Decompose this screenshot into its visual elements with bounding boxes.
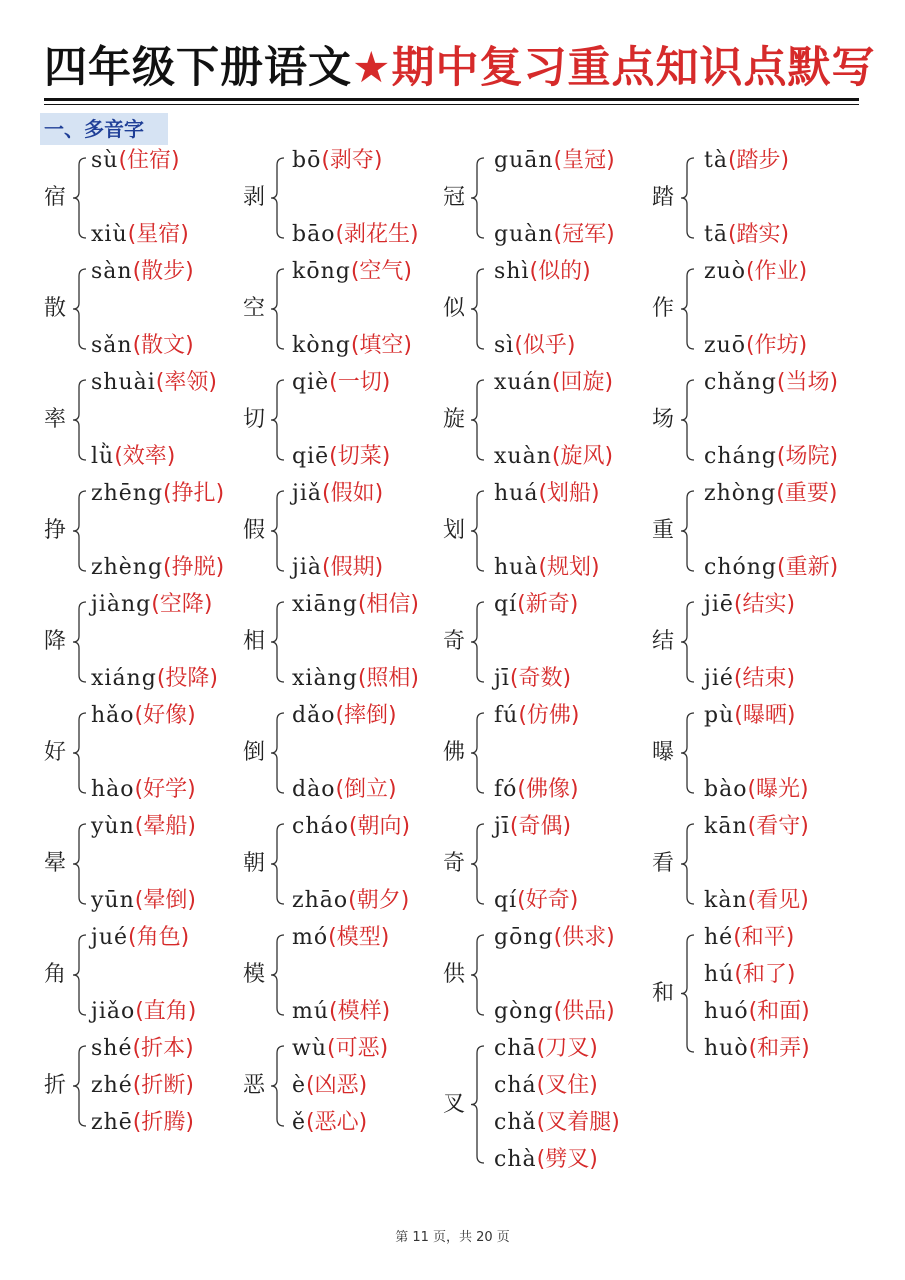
pronunciation-line bbox=[494, 222, 615, 248]
example-word: (和面) bbox=[748, 999, 810, 1024]
polyphone-char: 切 bbox=[243, 407, 266, 432]
pronunciation-line bbox=[704, 333, 807, 359]
polyphone-char: 和 bbox=[652, 980, 675, 1006]
example-word: (住宿) bbox=[118, 148, 180, 173]
pronunciation-line bbox=[292, 814, 410, 840]
pronunciation-line bbox=[494, 592, 578, 618]
brace-icon bbox=[680, 490, 702, 572]
brace-icon bbox=[680, 268, 702, 350]
pinyin: lǜ bbox=[91, 444, 115, 469]
example-word: (散步) bbox=[132, 259, 194, 284]
example-word: (作业) bbox=[746, 259, 808, 284]
example-word: (模型) bbox=[328, 925, 390, 950]
brace-icon bbox=[270, 490, 292, 572]
brace-icon bbox=[270, 379, 292, 461]
example-word: (似的) bbox=[529, 259, 591, 284]
pinyin: shé bbox=[91, 1036, 133, 1061]
pronunciation-line bbox=[494, 703, 579, 729]
pronunciation-line bbox=[91, 333, 194, 359]
pinyin: xuàn bbox=[494, 444, 552, 469]
polyphone-char: 作 bbox=[652, 296, 675, 321]
example-word: (折腾) bbox=[132, 1110, 194, 1135]
pinyin: dǎo bbox=[292, 703, 336, 728]
example-word: (星宿) bbox=[127, 222, 189, 247]
pronunciation-line bbox=[494, 888, 578, 914]
pinyin: huó bbox=[704, 999, 749, 1024]
pinyin: guān bbox=[494, 148, 554, 173]
pinyin: fó bbox=[494, 777, 518, 802]
example-word: (角色) bbox=[128, 925, 190, 950]
polyphone-char: 结 bbox=[652, 629, 675, 654]
pronunciation-line bbox=[292, 555, 383, 581]
pinyin: kàn bbox=[704, 888, 748, 913]
example-word: (凶恶) bbox=[306, 1073, 368, 1098]
star-icon: ★ bbox=[352, 43, 392, 93]
example-word: (假如) bbox=[321, 481, 384, 506]
brace-icon bbox=[270, 601, 292, 683]
pronunciation-line bbox=[704, 777, 809, 803]
title-underline-thin bbox=[44, 104, 859, 105]
brace-icon bbox=[270, 712, 292, 794]
example-word: (剥夺) bbox=[321, 148, 383, 173]
pronunciation-line bbox=[494, 777, 579, 803]
example-word: (作坊) bbox=[746, 333, 808, 358]
example-word: (折本) bbox=[132, 1036, 194, 1061]
title-underline bbox=[44, 98, 859, 101]
pinyin: huá bbox=[494, 481, 539, 506]
pinyin: dào bbox=[292, 777, 336, 802]
pronunciation-line bbox=[292, 148, 383, 174]
pronunciation-line bbox=[704, 444, 838, 470]
example-word: (结束) bbox=[733, 666, 796, 691]
pinyin: chóng bbox=[704, 555, 777, 580]
pinyin: jiǎo bbox=[91, 999, 136, 1024]
polyphone-char: 奇 bbox=[443, 851, 466, 876]
example-word: (回旋) bbox=[551, 370, 614, 395]
brace-icon bbox=[270, 823, 292, 905]
pronunciation-line bbox=[91, 814, 196, 840]
example-word: (供求) bbox=[553, 925, 615, 950]
polyphone-char: 模 bbox=[243, 962, 266, 987]
pronunciation-line bbox=[292, 777, 397, 803]
polyphone-char: 恶 bbox=[243, 1073, 266, 1098]
example-word: (劈叉) bbox=[536, 1147, 598, 1172]
polyphone-char: 佛 bbox=[443, 740, 466, 765]
pronunciation-line bbox=[292, 592, 419, 618]
pinyin: zhāo bbox=[292, 888, 349, 913]
example-word: (散文) bbox=[132, 333, 194, 358]
example-word: (看见) bbox=[747, 888, 809, 913]
brace-icon bbox=[680, 712, 702, 794]
example-word: (仿佛) bbox=[518, 703, 580, 728]
example-word: (皇冠) bbox=[553, 148, 615, 173]
pronunciation-line bbox=[91, 1036, 194, 1062]
pronunciation-line bbox=[91, 370, 217, 396]
pinyin: zhòng bbox=[704, 481, 777, 506]
page-title bbox=[44, 38, 876, 98]
pinyin: gòng bbox=[494, 999, 554, 1024]
example-word: (填空) bbox=[350, 333, 412, 358]
pronunciation-line bbox=[91, 666, 218, 692]
pinyin: hào bbox=[91, 777, 135, 802]
pinyin: jī bbox=[494, 666, 510, 691]
pronunciation-line bbox=[494, 1073, 598, 1099]
pronunciation-line bbox=[91, 592, 212, 618]
example-word: (新奇) bbox=[517, 592, 579, 617]
polyphone-char: 冠 bbox=[443, 185, 466, 210]
example-word: (恶心) bbox=[306, 1110, 368, 1135]
example-word: (模样) bbox=[329, 999, 391, 1024]
example-word: (场院) bbox=[776, 444, 839, 469]
example-word: (可恶) bbox=[327, 1036, 389, 1061]
example-word: (摔倒) bbox=[335, 703, 397, 728]
pronunciation-line bbox=[704, 481, 837, 507]
pronunciation-line bbox=[704, 555, 838, 581]
pinyin: bō bbox=[292, 148, 322, 173]
pinyin: ě bbox=[292, 1110, 307, 1135]
pinyin: cháng bbox=[704, 444, 777, 469]
pronunciation-line bbox=[494, 999, 615, 1025]
pronunciation-line bbox=[292, 481, 383, 507]
pinyin: qiē bbox=[292, 444, 330, 469]
pronunciation-line bbox=[292, 370, 390, 396]
example-word: (和了) bbox=[734, 962, 796, 987]
pronunciation-line bbox=[91, 259, 194, 285]
pinyin: chǎng bbox=[704, 370, 777, 395]
polyphone-char: 场 bbox=[652, 407, 675, 432]
example-word: (空降) bbox=[151, 592, 213, 617]
polyphone-char: 朝 bbox=[243, 851, 266, 876]
polyphone-char: 划 bbox=[443, 518, 466, 543]
pronunciation-line bbox=[704, 1036, 810, 1062]
polyphone-char: 奇 bbox=[443, 629, 466, 654]
polyphone-char: 宿 bbox=[44, 185, 67, 210]
example-word: (叉着腿) bbox=[536, 1110, 620, 1135]
pinyin: yùn bbox=[91, 814, 135, 839]
example-word: (切菜) bbox=[329, 444, 391, 469]
pinyin: xiù bbox=[91, 222, 128, 247]
pinyin: jué bbox=[91, 925, 129, 950]
polyphone-char: 剥 bbox=[243, 185, 266, 210]
pinyin: zuō bbox=[704, 333, 747, 358]
pinyin: yūn bbox=[91, 888, 135, 913]
pinyin: è bbox=[292, 1073, 307, 1098]
pronunciation-line bbox=[91, 1110, 194, 1136]
example-word: (好奇) bbox=[517, 888, 579, 913]
brace-icon bbox=[470, 712, 492, 794]
polyphone-char: 角 bbox=[44, 962, 67, 987]
brace-icon bbox=[680, 379, 702, 461]
pinyin: qí bbox=[494, 592, 518, 617]
pronunciation-line bbox=[494, 1110, 620, 1136]
pronunciation-line bbox=[292, 703, 397, 729]
example-word: (叉住) bbox=[536, 1073, 598, 1098]
example-word: (投降) bbox=[156, 666, 218, 691]
example-word: (旋风) bbox=[551, 444, 614, 469]
pinyin: kōng bbox=[292, 259, 351, 284]
pinyin: cháo bbox=[292, 814, 349, 839]
polyphone-char: 倒 bbox=[243, 740, 266, 765]
pronunciation-line bbox=[292, 444, 390, 470]
example-word: (供品) bbox=[553, 999, 615, 1024]
example-word: (一切) bbox=[329, 370, 391, 395]
pronunciation-line bbox=[292, 333, 412, 359]
brace-icon bbox=[680, 934, 702, 1053]
brace-icon bbox=[270, 157, 292, 239]
example-word: (效率) bbox=[114, 444, 176, 469]
pronunciation-line bbox=[292, 666, 419, 692]
polyphone-char: 看 bbox=[652, 851, 675, 876]
example-word: (折断) bbox=[132, 1073, 194, 1098]
pinyin: hé bbox=[704, 925, 734, 950]
pinyin: hǎo bbox=[91, 703, 135, 728]
pinyin: tà bbox=[704, 148, 728, 173]
example-word: (重要) bbox=[776, 481, 838, 506]
pinyin: xuán bbox=[494, 370, 552, 395]
pinyin: chà bbox=[494, 1147, 537, 1172]
example-word: (晕船) bbox=[134, 814, 196, 839]
polyphone-char: 率 bbox=[44, 407, 67, 432]
example-word: (奇数) bbox=[509, 666, 572, 691]
brace-icon bbox=[470, 379, 492, 461]
pronunciation-line bbox=[704, 148, 789, 174]
example-word: (照相) bbox=[357, 666, 419, 691]
pinyin: xiàng bbox=[292, 666, 358, 691]
pronunciation-line bbox=[704, 370, 838, 396]
pinyin: gōng bbox=[494, 925, 554, 950]
pinyin: mó bbox=[292, 925, 329, 950]
example-word: (似乎) bbox=[514, 333, 576, 358]
example-word: (挣扎) bbox=[163, 481, 225, 506]
pronunciation-line bbox=[494, 444, 613, 470]
polyphone-char: 相 bbox=[243, 629, 266, 654]
pronunciation-line bbox=[494, 148, 615, 174]
pinyin: huò bbox=[704, 1036, 749, 1061]
pronunciation-line bbox=[292, 259, 412, 285]
example-word: (剥花生) bbox=[335, 222, 419, 247]
polyphone-char: 旋 bbox=[443, 407, 466, 432]
example-word: (晕倒) bbox=[134, 888, 196, 913]
brace-icon bbox=[680, 823, 702, 905]
pinyin: mú bbox=[292, 999, 330, 1024]
example-word: (假期) bbox=[321, 555, 384, 580]
example-word: (踏步) bbox=[727, 148, 790, 173]
pronunciation-line bbox=[292, 888, 409, 914]
polyphone-char: 重 bbox=[652, 518, 675, 543]
example-word: (看守) bbox=[747, 814, 809, 839]
pronunciation-line bbox=[704, 259, 807, 285]
example-word: (好学) bbox=[134, 777, 196, 802]
pronunciation-line bbox=[494, 814, 571, 840]
pinyin: shuài bbox=[91, 370, 156, 395]
example-word: (和弄) bbox=[748, 1036, 810, 1061]
pronunciation-line bbox=[494, 555, 600, 581]
polyphone-char: 折 bbox=[44, 1073, 67, 1098]
polyphone-char: 曝 bbox=[652, 740, 675, 765]
example-word: (相信) bbox=[357, 592, 419, 617]
pronunciation-line bbox=[91, 925, 189, 951]
pinyin: jié bbox=[704, 666, 734, 691]
example-word: (挣脱) bbox=[163, 555, 225, 580]
pinyin: xiāng bbox=[292, 592, 358, 617]
title-part1: 四年级下册语文 bbox=[44, 43, 352, 93]
example-word: (朝夕) bbox=[348, 888, 410, 913]
pinyin: qí bbox=[494, 888, 518, 913]
pinyin: kān bbox=[704, 814, 748, 839]
pinyin: fú bbox=[494, 703, 519, 728]
pinyin: jiē bbox=[704, 592, 734, 617]
polyphone-char: 似 bbox=[443, 296, 466, 321]
example-word: (踏实) bbox=[727, 222, 790, 247]
brace-icon bbox=[470, 934, 492, 1016]
pinyin: chā bbox=[494, 1036, 537, 1061]
example-word: (和平) bbox=[733, 925, 795, 950]
pronunciation-line bbox=[704, 666, 795, 692]
pronunciation-line bbox=[704, 999, 810, 1025]
pronunciation-line bbox=[91, 222, 189, 248]
brace-icon bbox=[270, 268, 292, 350]
brace-icon bbox=[270, 934, 292, 1016]
example-word: (佛像) bbox=[517, 777, 579, 802]
pronunciation-line bbox=[91, 999, 196, 1025]
pinyin: chá bbox=[494, 1073, 537, 1098]
pinyin: zhē bbox=[91, 1110, 133, 1135]
polyphone-char: 空 bbox=[243, 296, 266, 321]
pronunciation-line bbox=[494, 666, 571, 692]
pronunciation-line bbox=[91, 481, 224, 507]
pronunciation-line bbox=[494, 481, 600, 507]
brace-icon bbox=[270, 1045, 292, 1127]
example-word: (好像) bbox=[134, 703, 196, 728]
brace-icon bbox=[470, 823, 492, 905]
brace-icon bbox=[680, 157, 702, 239]
pronunciation-line bbox=[704, 888, 809, 914]
pinyin: jiàng bbox=[91, 592, 152, 617]
pinyin: zhèng bbox=[91, 555, 164, 580]
pronunciation-line bbox=[494, 333, 576, 359]
pinyin: zhēng bbox=[91, 481, 164, 506]
example-word: (曝光) bbox=[747, 777, 809, 802]
pinyin: bāo bbox=[292, 222, 336, 247]
example-word: (率领) bbox=[155, 370, 217, 395]
brace-icon bbox=[470, 268, 492, 350]
polyphone-char: 晕 bbox=[44, 851, 67, 876]
example-word: (规划) bbox=[538, 555, 600, 580]
polyphone-char: 踏 bbox=[652, 185, 675, 210]
brace-icon bbox=[470, 1045, 492, 1164]
brace-icon bbox=[470, 601, 492, 683]
pronunciation-line bbox=[91, 555, 224, 581]
pronunciation-line bbox=[704, 222, 789, 248]
pinyin: bào bbox=[704, 777, 748, 802]
polyphone-char: 供 bbox=[443, 962, 466, 987]
pinyin: jiǎ bbox=[292, 481, 322, 506]
pinyin: tā bbox=[704, 222, 728, 247]
pronunciation-line bbox=[292, 925, 389, 951]
page-footer: 第 11 页，共 20 页 bbox=[395, 1230, 510, 1245]
pronunciation-line bbox=[292, 999, 390, 1025]
example-word: (朝向) bbox=[348, 814, 411, 839]
polyphone-char: 散 bbox=[44, 296, 67, 321]
polyphone-char: 叉 bbox=[443, 1091, 466, 1117]
pronunciation-line bbox=[494, 370, 613, 396]
pronunciation-line bbox=[91, 444, 175, 470]
example-word: (倒立) bbox=[335, 777, 397, 802]
pronunciation-line bbox=[494, 259, 591, 285]
pronunciation-line bbox=[494, 1036, 598, 1062]
pinyin: sù bbox=[91, 148, 119, 173]
pronunciation-line bbox=[704, 962, 796, 988]
pinyin: jī bbox=[494, 814, 510, 839]
pinyin: guàn bbox=[494, 222, 554, 247]
pronunciation-line bbox=[704, 592, 795, 618]
example-word: (空气) bbox=[350, 259, 412, 284]
pronunciation-line bbox=[91, 888, 196, 914]
pinyin: qiè bbox=[292, 370, 330, 395]
example-word: (划船) bbox=[538, 481, 600, 506]
polyphone-char: 降 bbox=[44, 629, 67, 654]
pinyin: shì bbox=[494, 259, 530, 284]
pronunciation-line bbox=[704, 814, 809, 840]
pronunciation-line bbox=[91, 703, 196, 729]
pinyin: kòng bbox=[292, 333, 351, 358]
example-word: (奇偶) bbox=[509, 814, 572, 839]
pronunciation-line bbox=[91, 777, 196, 803]
polyphone-char: 假 bbox=[243, 518, 266, 543]
pinyin: jià bbox=[292, 555, 322, 580]
pinyin: hú bbox=[704, 962, 735, 987]
pinyin: sàn bbox=[91, 259, 133, 284]
polyphone-char: 挣 bbox=[44, 518, 67, 543]
pronunciation-line bbox=[704, 703, 795, 729]
example-word: (冠军) bbox=[553, 222, 615, 247]
example-word: (当场) bbox=[776, 370, 839, 395]
brace-icon bbox=[680, 601, 702, 683]
pronunciation-line bbox=[494, 925, 615, 951]
pinyin: sǎn bbox=[91, 333, 133, 358]
pinyin: sì bbox=[494, 333, 515, 358]
polyphone-char: 好 bbox=[44, 740, 67, 765]
brace-icon bbox=[470, 490, 492, 572]
title-part2: 期中复习重点知识点默写 bbox=[391, 43, 876, 93]
example-word: (曝晒) bbox=[734, 703, 796, 728]
pinyin: xiáng bbox=[91, 666, 157, 691]
pronunciation-line bbox=[292, 222, 419, 248]
pinyin: zhé bbox=[91, 1073, 133, 1098]
pronunciation-line bbox=[292, 1073, 367, 1099]
section-heading: 一、多音字 bbox=[40, 113, 168, 145]
pronunciation-line bbox=[91, 1073, 194, 1099]
example-word: (结实) bbox=[733, 592, 796, 617]
pronunciation-line bbox=[494, 1147, 598, 1173]
pinyin: huà bbox=[494, 555, 539, 580]
example-word: (直角) bbox=[135, 999, 197, 1024]
pinyin: wù bbox=[292, 1036, 327, 1061]
pronunciation-line bbox=[292, 1036, 388, 1062]
pinyin: pù bbox=[704, 703, 735, 728]
example-word: (重新) bbox=[777, 555, 839, 580]
pinyin: zuò bbox=[704, 259, 747, 284]
pinyin: chǎ bbox=[494, 1110, 537, 1135]
example-word: (刀叉) bbox=[536, 1036, 598, 1061]
brace-icon bbox=[470, 157, 492, 239]
pronunciation-line bbox=[91, 148, 180, 174]
pronunciation-line bbox=[292, 1110, 367, 1136]
pronunciation-line bbox=[704, 925, 794, 951]
